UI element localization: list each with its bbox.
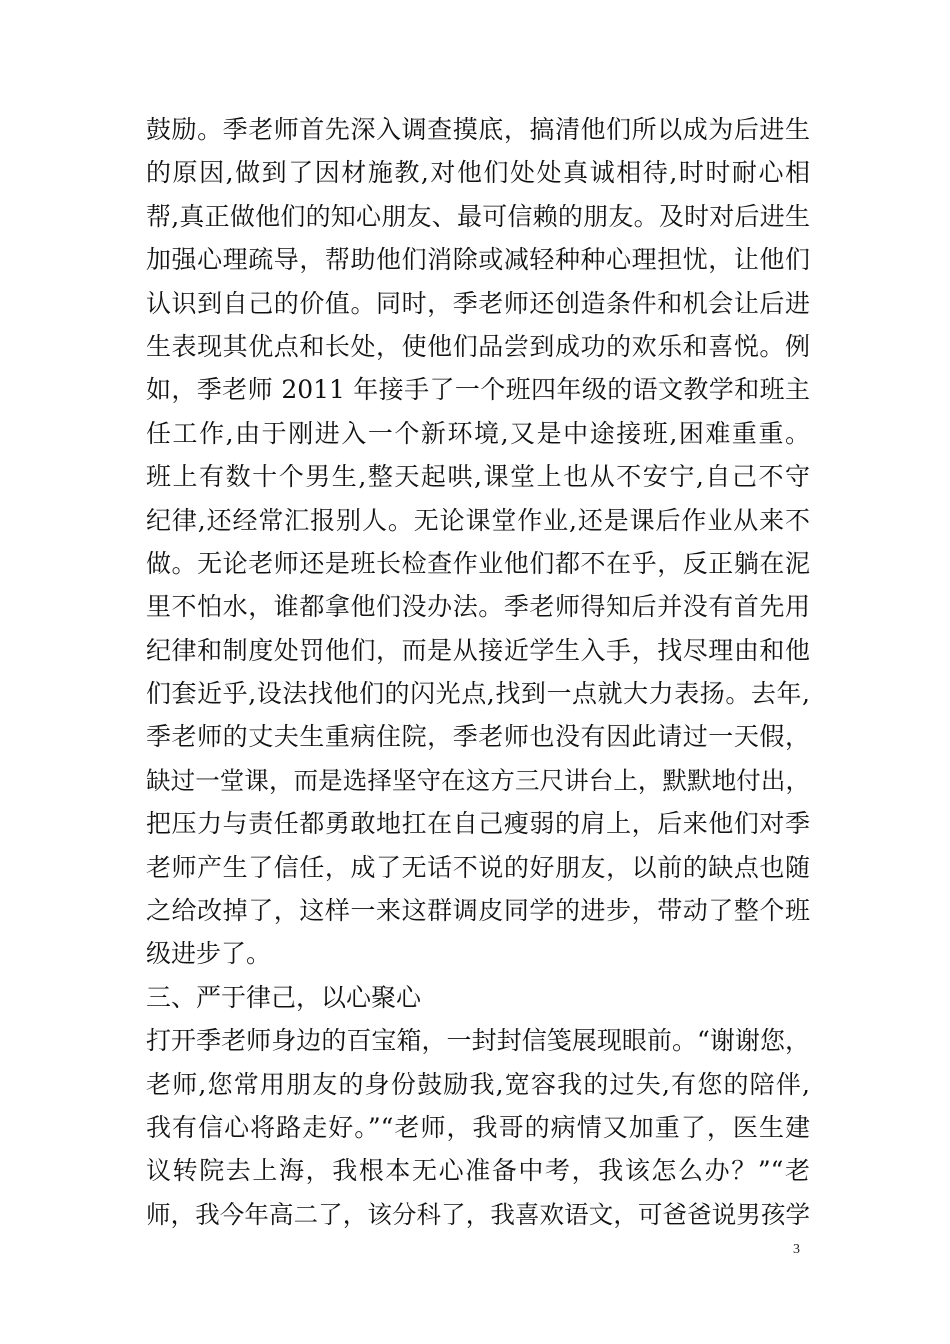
text-line: 议转院去上海，我根本无心准备中考，我该怎么办？”“老 [146,1156,810,1186]
text-line: 里不怕水，谁都拿他们没办法。季老师得知后并没有首先用 [146,592,810,622]
text-line: 生表现其优点和长处，使他们品尝到成功的欢乐和喜悦。例 [146,331,810,361]
text-line: 任工作,由于刚进入一个新环境,又是中途接班,困难重重。 [146,418,810,448]
text-line: 师，我今年高二了，该分科了，我喜欢语文，可爸爸说男孩学 [146,1199,810,1229]
text-line: 级进步了。 [146,939,272,969]
text-line: 做。无论老师还是班长检查作业他们都不在乎，反正躺在泥 [146,548,810,578]
text-line: 老师产生了信任，成了无话不说的好朋友，以前的缺点也随 [146,852,810,882]
section-heading: 三、严于律己，以心聚心 [146,982,422,1012]
text-line: 纪律,还经常汇报别人。无论课堂作业,还是课后作业从来不 [146,505,810,535]
text-line: 认识到自己的价值。同时，季老师还创造条件和机会让后进 [146,288,810,318]
text-line: 们套近乎,设法找他们的闪光点,找到一点就大力表扬。去年, [146,679,810,709]
text-line: 季老师的丈夫生重病住院，季老师也没有因此请过一天假， [146,722,810,752]
text-line: 的原因,做到了因材施教,对他们处处真诚相待,时时耐心相 [146,158,810,188]
text-line: 之给改掉了，这样一来这群调皮同学的进步，带动了整个班 [146,896,810,926]
text-line: 我有信心将路走好。”“老师，我哥的病情又加重了，医生建 [146,1112,810,1142]
text-line: 老师,您常用朋友的身份鼓励我,宽容我的过失,有您的陪伴, [146,1069,810,1099]
body-text [146,108,810,1236]
text-line: 加强心理疏导，帮助他们消除或减轻种种心理担忧，让他们 [146,245,810,275]
text-line: 鼓励。季老师首先深入调查摸底，搞清他们所以成为后进生 [146,115,810,144]
page-number: 3 [793,1242,800,1257]
text-line: 打开季老师身边的百宝箱，一封封信笺展现眼前。“谢谢您， [146,1026,810,1056]
text-line: 班上有数十个男生,整天起哄,课堂上也从不安宁,自己不守 [146,462,810,492]
text-line: 把压力与责任都勇敢地扛在自己瘦弱的肩上，后来他们对季 [146,809,810,839]
text-line: 如，季老师 2011 年接手了一个班四年级的语文教学和班主 [146,375,810,405]
text-line: 帮,真正做他们的知心朋友、最可信赖的朋友。及时对后进生 [146,201,810,231]
text-line: 缺过一堂课，而是选择坚守在这方三尺讲台上，默默地付出， [146,765,810,795]
text-line: 纪律和制度处罚他们，而是从接近学生入手，找尽理由和他 [146,635,810,665]
